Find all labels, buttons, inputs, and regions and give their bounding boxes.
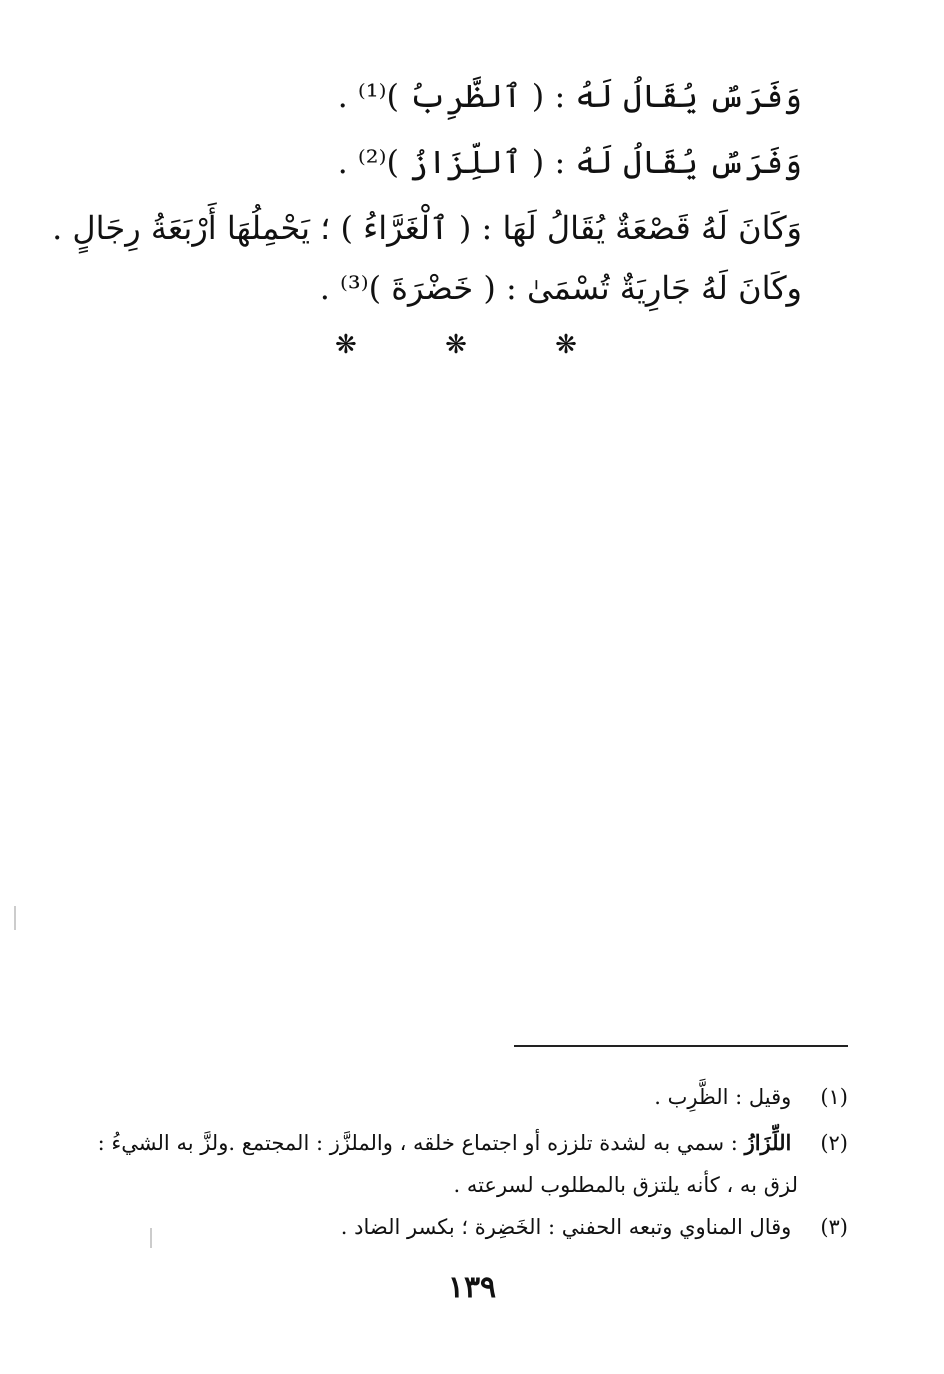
asterism-star-icon: ❋ (335, 330, 389, 360)
scan-artifact (150, 1228, 152, 1248)
footnote-text: وقال المناوي وتبعه الحفني : الخَضِرة ؛ بكسر الضاد . (340, 1215, 792, 1239)
footnote-divider (514, 1045, 848, 1047)
asterism-star-icon: ❋ (445, 330, 499, 360)
footnote-text: : سمي به لشدة تلززه أو اجتماع خلقه ، والملزَّز : المجتمع .ولزَّ به الشيءُ : (97, 1131, 745, 1155)
footnote-number: (١) (820, 1085, 848, 1109)
asterism-star-icon: ❋ (555, 330, 609, 360)
text-line-1: وَفَرَسٌ يُقَالُ لَهُ : ( ٱلظَّرِبُ )⁽¹⁾ . (337, 77, 802, 115)
footnote-number: (٣) (820, 1215, 848, 1239)
footnote-text: وقيل : الظَّرِب . (654, 1085, 792, 1109)
text-line-2: وَفَرَسٌ يُقَالُ لَهُ : ( ٱللِّزَازُ )⁽²⁾ . (337, 143, 802, 181)
footnote-1 (80, 1080, 848, 1114)
footnote-number: (٢) (820, 1131, 848, 1155)
footnote-2-continuation: لزق به ، كأنه يلتزق بالمطلوب لسرعته . (453, 1173, 798, 1197)
footnote-2 (80, 1126, 848, 1160)
section-separator (0, 330, 944, 360)
text-line-4: وكَانَ لَهُ جَارِيَةٌ تُسْمَىٰ : ( خَضْرَةَ )⁽³⁾ . (319, 269, 802, 307)
page-number: ١٣٩ (447, 1270, 497, 1305)
scan-artifact (14, 906, 16, 930)
text-line-3: وَكَانَ لَهُ قَصْعَةٌ يُقَالُ لَهَا : ( ٱلْغَرَّاءُ ) ؛ يَحْمِلُهَا أَرْبَعَةُ رِجَالٍ . (52, 209, 802, 247)
footnote-term: اللِّزَازُ (744, 1130, 792, 1155)
footnote-3 (80, 1210, 848, 1244)
